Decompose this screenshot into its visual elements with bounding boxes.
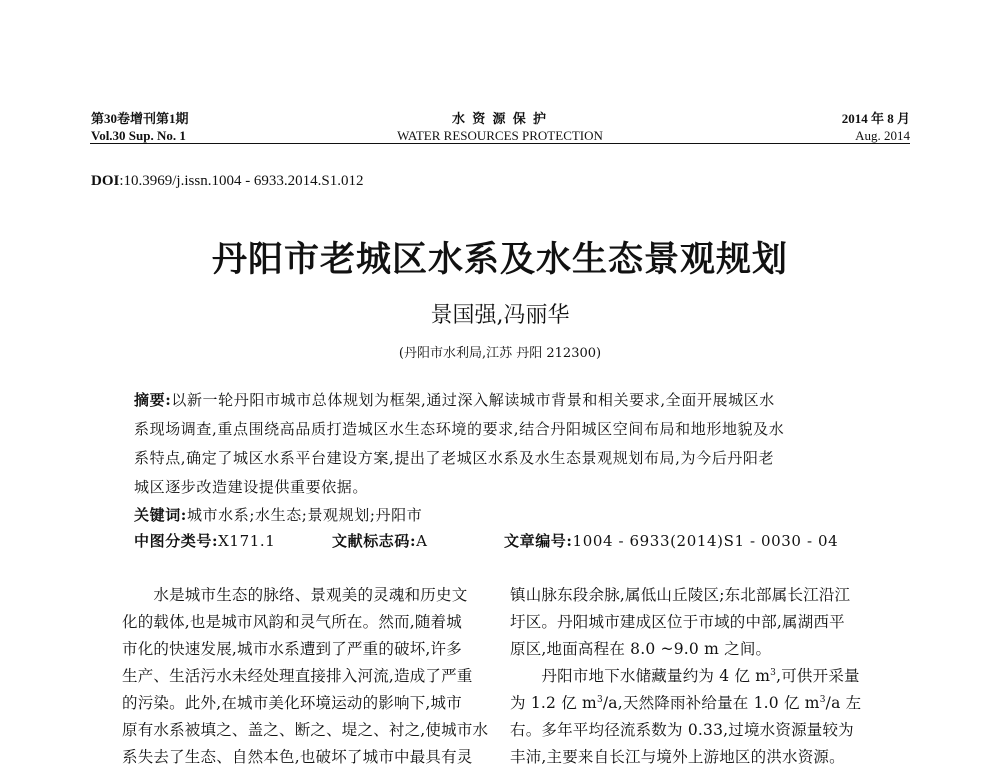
- journal-en: WATER RESOURCES PROTECTION: [397, 128, 603, 143]
- body-line: 镇山脉东段余脉,属低山丘陵区;东北部属长江沿江: [510, 586, 851, 604]
- body-line: 生产、生活污水未经处理直接排入河流,造成了严重: [122, 667, 473, 685]
- date-cn: 2014 年 8 月: [841, 111, 910, 126]
- classification: 中图分类号:X171.1 文献标志码:A 文章编号:1004 - 6933(2014)S1 - 0030 - 04: [134, 532, 839, 550]
- paper-title: 丹阳市老城区水系及水生态景观规划: [211, 239, 788, 280]
- doi-value: :10.3969/j.issn.1004 - 6933.2014.S1.012: [119, 173, 364, 189]
- body-line: 为 1.2 亿 $m^3/a$,天然降雨补给量在 1.0 亿 $m^3/a$ 左: [510, 694, 862, 712]
- keywords: 关键词:城市水系;水生态;景观规划;丹阳市: [134, 506, 423, 524]
- authors: 景国强,冯丽华: [430, 303, 570, 328]
- abstract-line: 城区逐步改造建设提供重要依据。: [134, 478, 369, 496]
- doi: [91, 173, 364, 190]
- issue-en: Vol.30 Sup. No. 1: [91, 128, 186, 143]
- body-line: 市化的快速发展,城市水系遭到了严重的破坏,许多: [122, 640, 462, 658]
- body-line: 圩区。丹阳城市建成区位于市域的中部,属湖西平: [510, 613, 845, 631]
- abstract-line: 系特点,确定了城区水系平台建设方案,提出了老城区水系及水生态景观规划布局,为今后丹阳老: [134, 449, 775, 467]
- header-rule: [90, 143, 910, 144]
- body-line: 丰沛,主要来自长江与境外上游地区的洪水资源。: [510, 748, 845, 766]
- journal-cn: 水 资 源 保 护: [451, 111, 548, 126]
- body-line: 系失去了生态、自然本色,也破坏了城市中最具有灵: [122, 748, 473, 766]
- abstract-label: 摘要:: [134, 391, 172, 409]
- abstract-line: 摘要:以新一轮丹阳市城市总体规划为框架,通过深入解读城市背景和相关要求,全面开展城区水: [134, 391, 775, 409]
- issue-cn: 第30卷增刊第1期: [91, 111, 189, 126]
- doi-label: DOI: [91, 173, 120, 189]
- date-en: Aug. 2014: [855, 128, 910, 143]
- affiliation: (丹阳市水利局,江苏 丹阳 212300): [398, 346, 602, 361]
- body-line: 原有水系被填之、盖之、断之、堤之、衬之,使城市水: [122, 721, 489, 739]
- body-line: 原区,地面高程在 8.0 ~9.0 m 之间。: [510, 640, 772, 658]
- body-line: 丹阳市地下水储藏量约为 4 亿 $m^3$,可供开采量: [510, 667, 860, 685]
- body-line: 水是城市生态的脉络、景观美的灵魂和历史文: [122, 586, 468, 604]
- body-line: 右。多年平均径流系数为 0.33,过境水资源量较为: [510, 721, 854, 739]
- body-line: 的污染。此外,在城市美化环境运动的影响下,城市: [122, 694, 462, 712]
- body-line: 化的载体,也是城市风韵和灵气所在。然而,随着城: [122, 613, 462, 631]
- abstract-line: 系现场调查,重点围绕高品质打造城区水生态环境的要求,结合丹阳城区空间布局和地形地貌及水: [134, 420, 785, 438]
